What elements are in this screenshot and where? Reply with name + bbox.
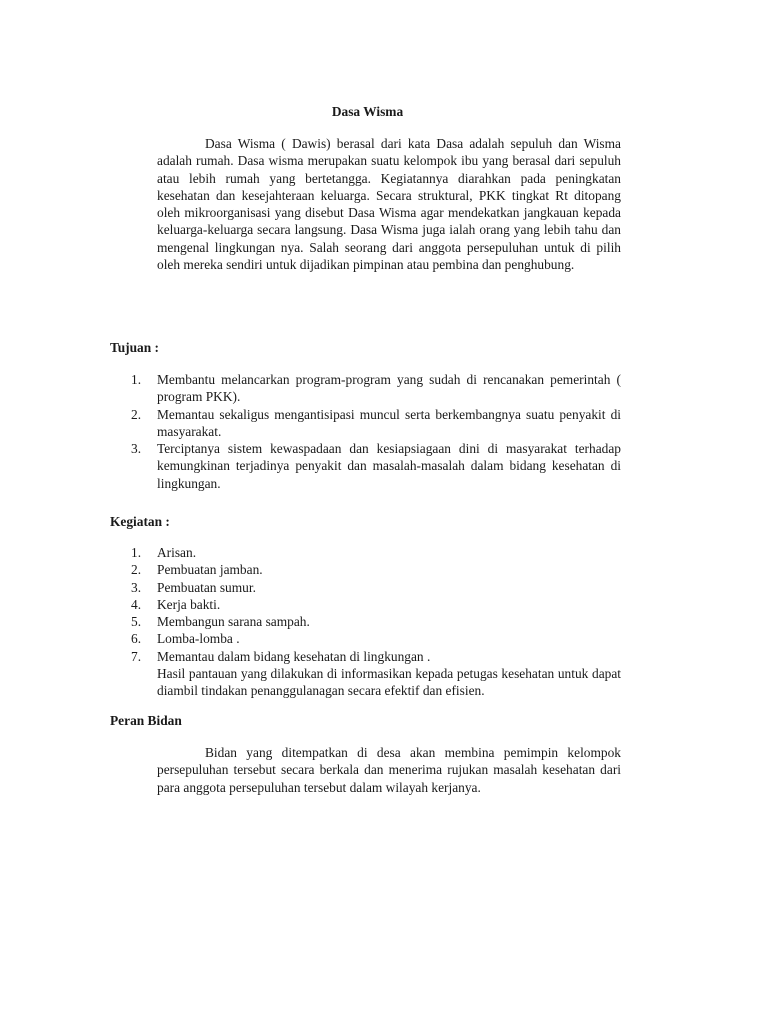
list-number: 6. xyxy=(131,631,142,647)
list-item xyxy=(110,613,621,630)
list-number: 4. xyxy=(131,596,142,612)
list-item-text: Memantau sekaligus mengantisipasi muncul serta berkembangnya suatu penyakit di masyarakat. xyxy=(157,406,621,439)
list-item xyxy=(110,596,621,613)
peran-bidan-text: Bidan yang ditempatkan di desa akan membina pemimpin kelompok persepuluhan tersebut secara berkala dan menerima rujukan masalah kesehatan dari para anggota persepuluhan tersebut dalam wilayah kerjanya. xyxy=(157,745,621,795)
list-item xyxy=(110,406,621,441)
list-number: 3. xyxy=(131,579,142,595)
list-item xyxy=(110,630,621,647)
document-title: Dasa Wisma xyxy=(331,104,404,119)
intro-text: Dasa Wisma ( Dawis) berasal dari kata Dasa adalah sepuluh dan Wisma adalah rumah. Dasa wisma merupakan suatu kelompok ibu yang berasal dari sepuluh atau lebih rumah yang bertetangga. Kegiatannya diarahkan pada peningkatan kesehatan dan kesejahteraan keluarga. Secara struktural, PKK tingkat Rt ditopang oleh mikroorganisasi yang disebut Dasa Wisma agar mendekatkan jangkauan kepada keluarga-keluarga secara langsung. Dasa Wisma juga ialah orang yang lebih tahu dan mengenal lingkungan nya. Salah seorang dari anggota persepuluhan untuk di pilih oleh mereka sendiri untuk dijadikan pimpinan atau pembina dan penghubung. xyxy=(157,136,621,273)
kegiatan-heading: Kegiatan : xyxy=(110,514,170,529)
list-item-text: Pembuatan sumur. xyxy=(157,579,256,595)
list-item-text: Arisan. xyxy=(157,545,197,560)
list-item-text: Pembuatan jamban. xyxy=(157,562,263,578)
tujuan-list xyxy=(110,371,621,492)
kegiatan-tail-text: Hasil pantauan yang dilakukan di informasikan kepada petugas kesehatan untuk dapat diambil tindakan penanggulanagan secara efektif dan efisien. xyxy=(157,666,621,699)
list-item-text: Membantu melancarkan program-program yang sudah di rencanakan pemerintah ( program PKK). xyxy=(157,372,621,405)
list-number: 3. xyxy=(131,441,142,457)
list-number: 2. xyxy=(131,406,142,422)
list-item xyxy=(110,579,621,596)
kegiatan-list xyxy=(110,544,621,665)
list-number: 1. xyxy=(131,372,142,387)
list-item-text: Terciptanya sistem kewaspadaan dan kesiapsiagaan dini di masyarakat terhadap kemungkinan terjadinya penyakit dan masalah-masalah dalam bidang kesehatan di lingkungan. xyxy=(157,441,621,491)
list-item-text: Membangun sarana sampah. xyxy=(157,614,310,630)
peran-bidan-heading: Peran Bidan xyxy=(110,713,182,728)
tujuan-heading: Tujuan : xyxy=(110,340,160,355)
list-number: 2. xyxy=(131,562,142,578)
intro-paragraph xyxy=(157,135,621,273)
list-number: 7. xyxy=(131,648,142,664)
list-item-text: Lomba-lomba . xyxy=(157,631,240,647)
list-number: 1. xyxy=(131,545,142,560)
list-item xyxy=(110,561,621,578)
list-item-text: Kerja bakti. xyxy=(157,596,221,612)
list-item xyxy=(110,648,621,665)
list-item-text: Memantau dalam bidang kesehatan di lingkungan . xyxy=(157,648,431,664)
list-item xyxy=(110,440,621,492)
list-item xyxy=(110,544,621,561)
peran-bidan-paragraph xyxy=(157,744,621,796)
list-item xyxy=(110,371,621,406)
list-number: 5. xyxy=(131,614,142,630)
